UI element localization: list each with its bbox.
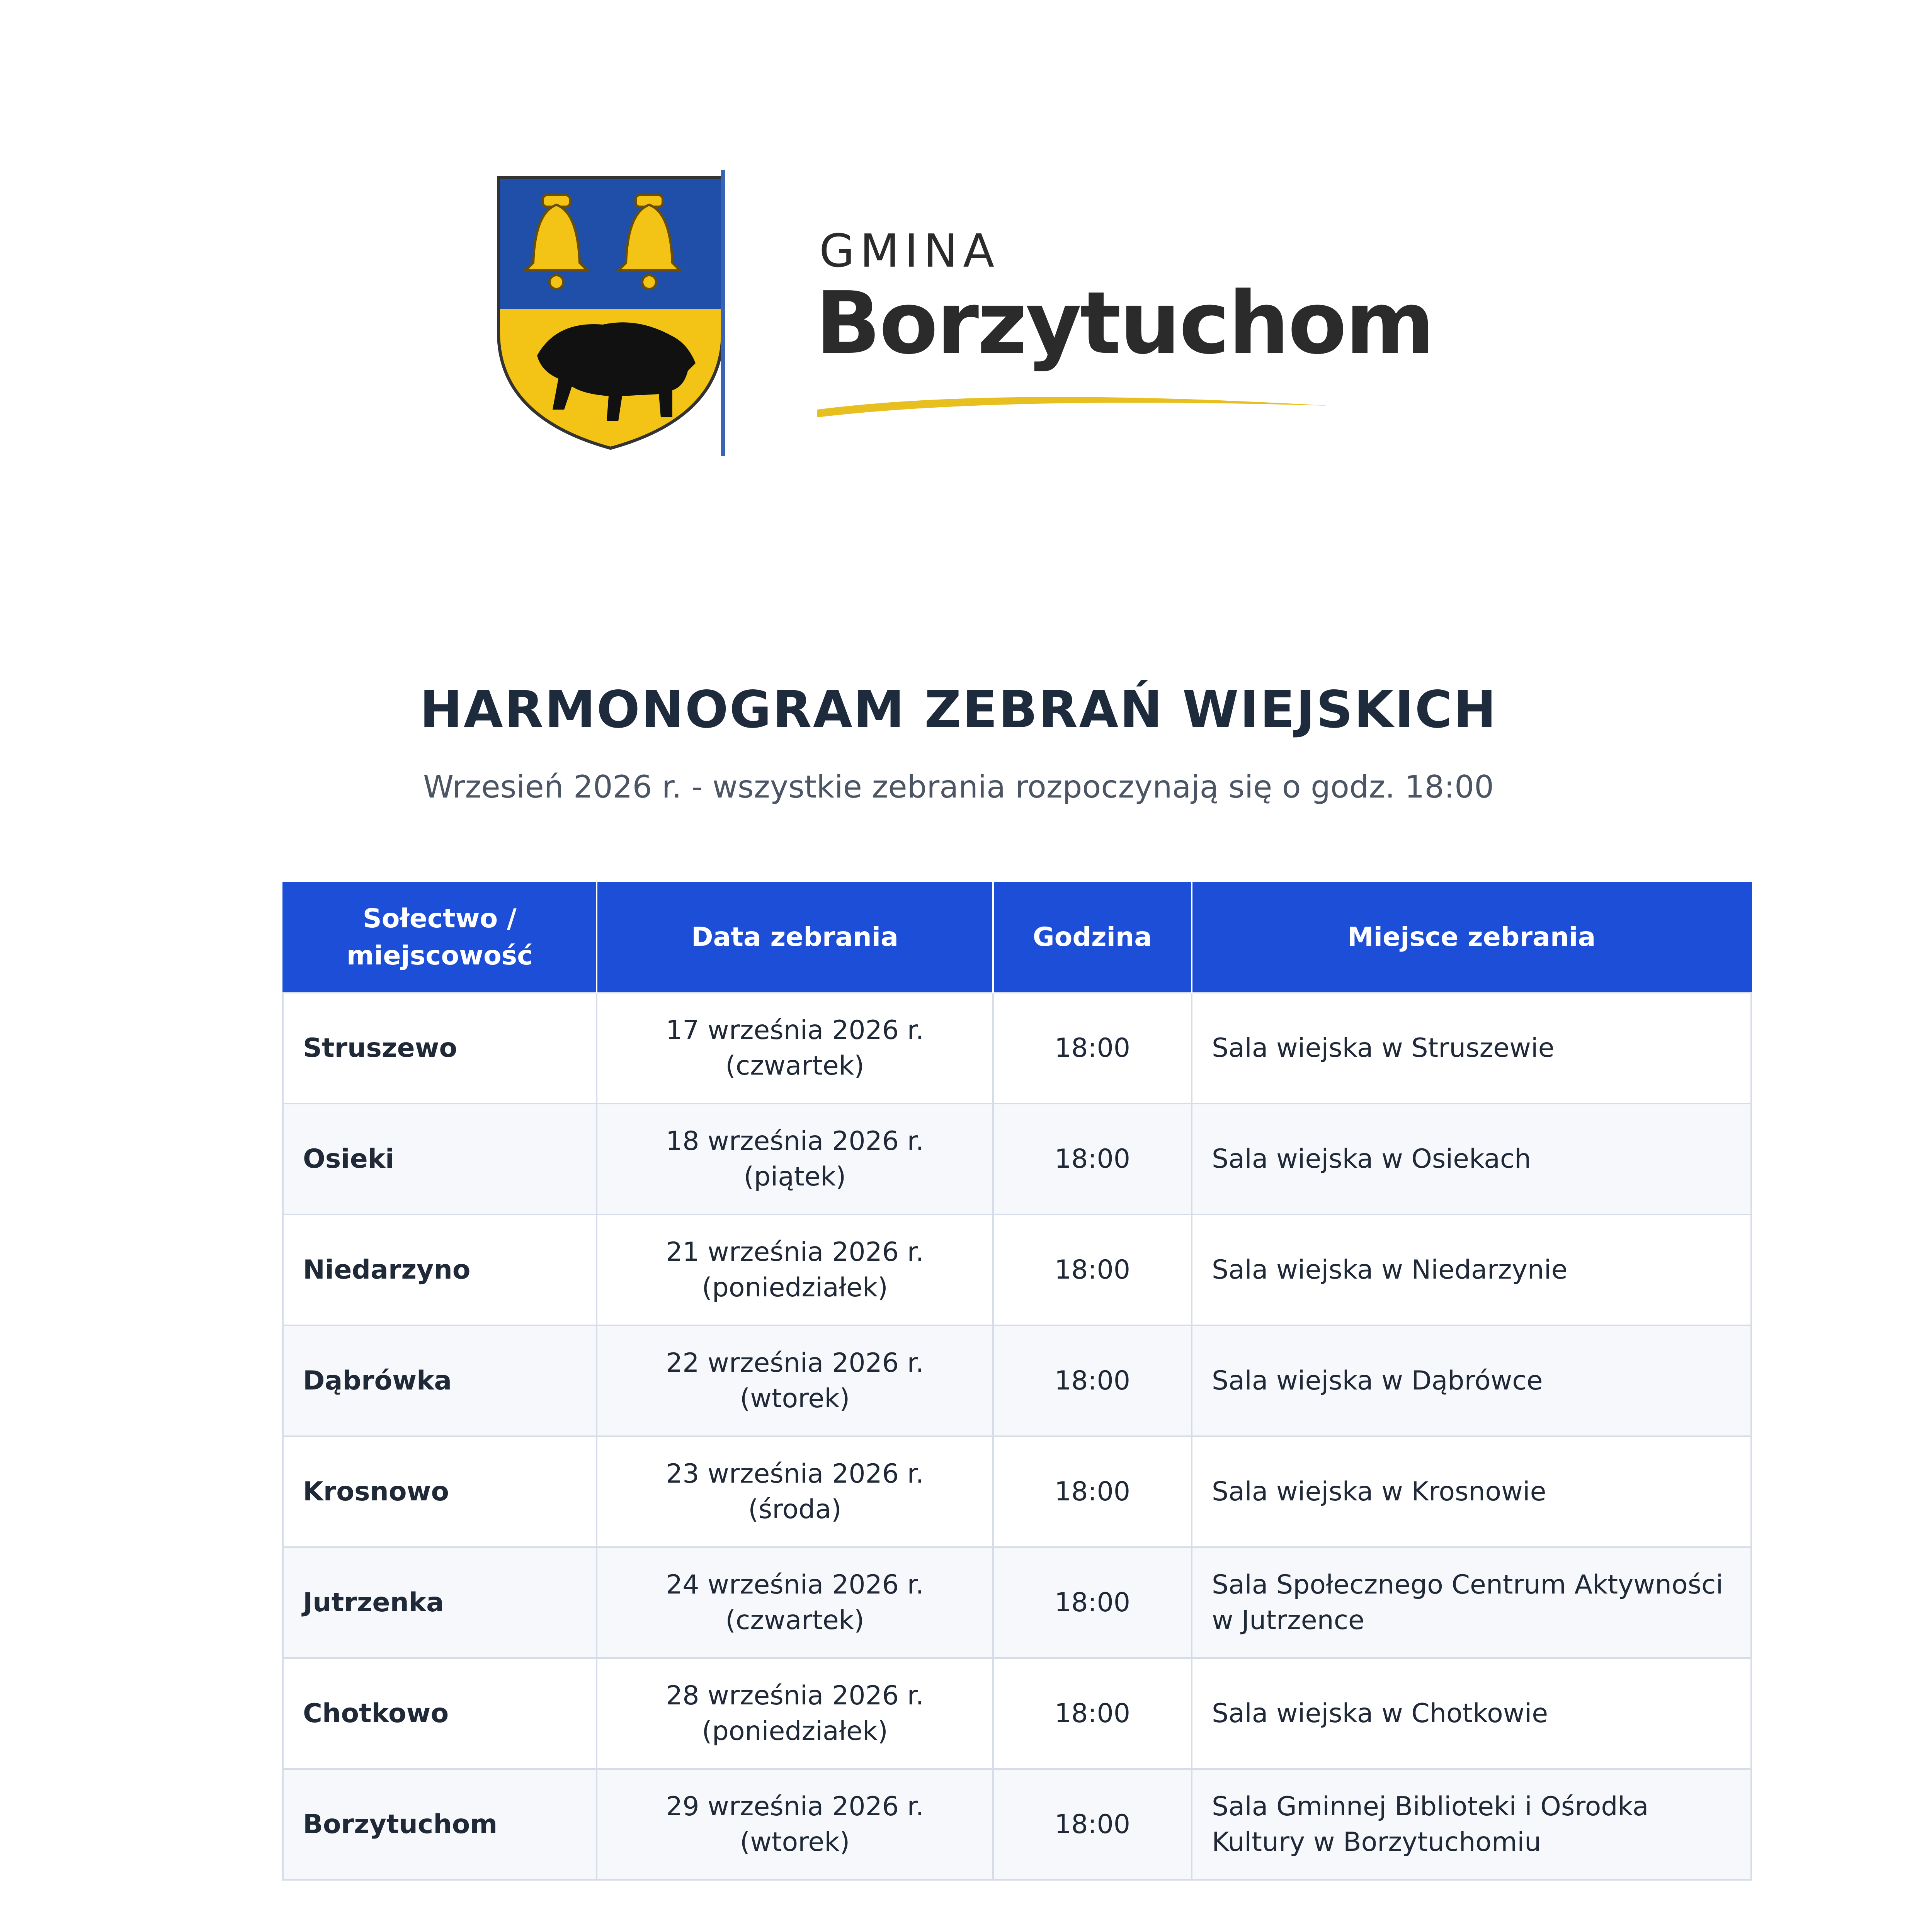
meeting-hour: 18:00 xyxy=(993,993,1192,1104)
logo-gmina-text: GMINA xyxy=(819,224,1000,277)
date-text: 22 września 2026 r. xyxy=(666,1347,924,1378)
date-text: 24 września 2026 r. xyxy=(666,1569,924,1600)
meeting-date xyxy=(597,1658,993,1769)
meeting-place: Sala Gminnej Biblioteki i Ośrodka Kultury w Borzytuchomiu xyxy=(1192,1769,1751,1880)
meeting-date xyxy=(597,1214,993,1325)
page-title: HARMONOGRAM ZEBRAŃ WIEJSKICH xyxy=(420,680,1497,740)
header-date: Data zebrania xyxy=(597,883,993,993)
table-row xyxy=(283,1769,1751,1880)
weekday-text: (piątek) xyxy=(743,1161,846,1192)
village-name: Osieki xyxy=(283,1104,597,1214)
table-row xyxy=(283,1325,1751,1436)
table-row xyxy=(283,993,1751,1104)
meeting-date xyxy=(597,1104,993,1214)
village-name: Borzytuchom xyxy=(283,1769,597,1880)
meeting-place: Sala wiejska w Dąbrówce xyxy=(1192,1325,1751,1436)
date-text: 28 września 2026 r. xyxy=(666,1680,924,1711)
date-text: 18 września 2026 r. xyxy=(666,1126,924,1156)
weekday-text: (wtorek) xyxy=(740,1383,850,1414)
meeting-date xyxy=(597,1547,993,1658)
header-hour: Godzina xyxy=(993,883,1192,993)
meeting-date xyxy=(597,1436,993,1547)
meeting-hour: 18:00 xyxy=(993,1436,1192,1547)
weekday-text: (czwartek) xyxy=(725,1605,864,1636)
date-text: 21 września 2026 r. xyxy=(666,1236,924,1267)
meeting-date xyxy=(597,1325,993,1436)
meeting-date xyxy=(597,1769,993,1880)
meeting-hour: 18:00 xyxy=(993,1104,1192,1214)
weekday-text: (środa) xyxy=(748,1494,842,1525)
meeting-hour: 18:00 xyxy=(993,1658,1192,1769)
logo-name-text: Borzytuchom xyxy=(815,274,1433,373)
table-row xyxy=(283,1214,1751,1325)
village-name: Jutrzenka xyxy=(283,1547,597,1658)
meeting-schedule-table xyxy=(282,882,1752,1881)
table-row xyxy=(283,1104,1751,1214)
table-row xyxy=(283,1658,1751,1769)
meeting-place: Sala Społecznego Centrum Aktywności w Jutrzence xyxy=(1192,1547,1751,1658)
meeting-hour: 18:00 xyxy=(993,1325,1192,1436)
page-subtitle: Wrzesień 2026 r. - wszystkie zebrania rozpoczynają się o godz. 18:00 xyxy=(423,769,1494,805)
gmina-logo xyxy=(456,170,1433,456)
table-row xyxy=(283,1436,1751,1547)
village-name: Dąbrówka xyxy=(283,1325,597,1436)
meeting-place: Sala wiejska w Krosnowie xyxy=(1192,1436,1751,1547)
meeting-hour: 18:00 xyxy=(993,1547,1192,1658)
village-name: Krosnowo xyxy=(283,1436,597,1547)
date-text: 17 września 2026 r. xyxy=(666,1015,924,1046)
village-name: Chotkowo xyxy=(283,1658,597,1769)
village-name: Niedarzyno xyxy=(283,1214,597,1325)
header-village: Sołectwo / miejscowość xyxy=(283,883,597,993)
weekday-text: (czwartek) xyxy=(725,1050,864,1081)
date-text: 29 września 2026 r. xyxy=(666,1791,924,1822)
date-text: 23 września 2026 r. xyxy=(666,1458,924,1489)
table-row xyxy=(283,1547,1751,1658)
meeting-hour: 18:00 xyxy=(993,1769,1192,1880)
weekday-text: (poniedziałek) xyxy=(702,1272,888,1303)
header-place: Miejsce zebrania xyxy=(1192,883,1751,993)
meeting-place: Sala wiejska w Chotkowie xyxy=(1192,1658,1751,1769)
village-name: Struszewo xyxy=(283,993,597,1104)
table-header-row xyxy=(283,883,1751,993)
meeting-place: Sala wiejska w Niedarzynie xyxy=(1192,1214,1751,1325)
meeting-place: Sala wiejska w Struszewie xyxy=(1192,993,1751,1104)
meeting-place: Sala wiejska w Osiekach xyxy=(1192,1104,1751,1214)
meeting-date xyxy=(597,993,993,1104)
meeting-hour: 18:00 xyxy=(993,1214,1192,1325)
weekday-text: (wtorek) xyxy=(740,1827,850,1857)
weekday-text: (poniedziałek) xyxy=(702,1716,888,1747)
